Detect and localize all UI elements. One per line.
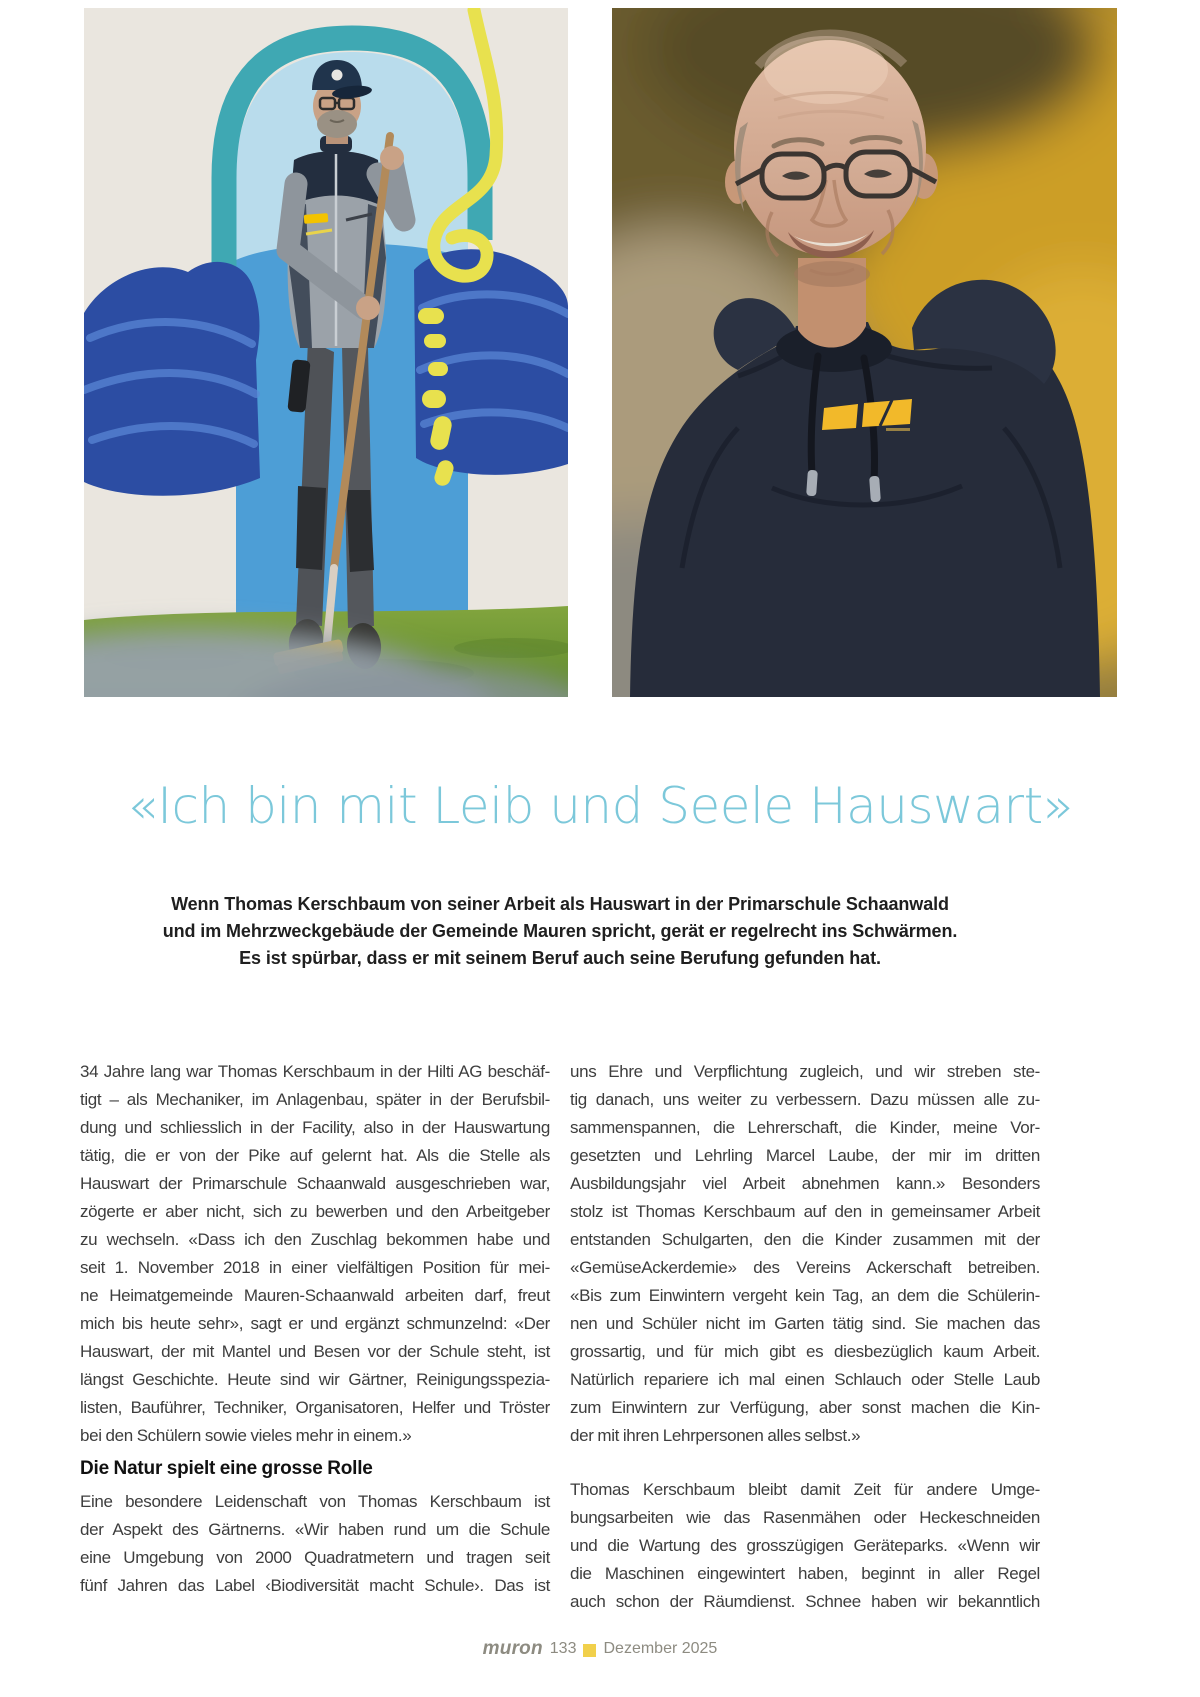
body-line: Natürlich repariere ich mal einen Schlauch oder Stelle Laub (570, 1370, 1040, 1389)
article-body (80, 1058, 1040, 1616)
subheading: Die Natur spielt eine grosse Rolle (80, 1458, 373, 1479)
paragraph (570, 1476, 1040, 1616)
intro-line: und im Mehrzweckgebäude der Gemeinde Mauren spricht, gerät er regelrecht ins Schwärmen. (162, 921, 958, 941)
body-line: auch schon der Räumdienst. Schnee haben wir bekanntlich (570, 1592, 1040, 1611)
magazine-name: muron (482, 1638, 543, 1659)
body-line: sammenspannen, die Lehrerschaft, die Kinder, meine Vor- (570, 1118, 1040, 1137)
body-line: längst Geschichte. Heute sind wir Gärtner, Reinigungsspezia- (80, 1370, 550, 1389)
body-line: die Maschinen eingewintert haben, beginnt in aller Regel (570, 1564, 1040, 1583)
body-line: listen, Bauführer, Techniker, Organisatoren, Helfer und Tröster (80, 1398, 550, 1417)
photo-portrait (612, 8, 1117, 697)
body-line: stolz ist Thomas Kerschbaum auf den in gemeinsamer Arbeit (570, 1202, 1040, 1221)
paragraph (570, 1058, 1040, 1450)
body-line: «GemüseAckerdemie» des Vereins Ackerschaft betreiben. (570, 1258, 1040, 1277)
body-line: tätig, die er von der Pike auf gelernt hat. Als die Stelle als (80, 1146, 550, 1165)
mural-photo-illustration (84, 8, 568, 697)
body-line: bungsarbeiten wie das Rasenmähen oder Heckeschneiden (570, 1508, 1040, 1527)
body-line: bei den Schülern sowie vieles mehr in einem.» (80, 1426, 412, 1445)
body-line: Hauswart der Primarschule Schaanwald ausgeschrieben war, (80, 1174, 550, 1193)
body-line: zu wechseln. «Dass ich den Zuschlag bekommen habe und (80, 1230, 550, 1249)
body-line: ne Heimatgemeinde Mauren-Schaanwald arbeiten darf, freut (80, 1286, 550, 1305)
body-line: Hauswart, der mit Mantel und Besen vor der Schule steht, ist (80, 1342, 550, 1361)
photo-groundskeeper-mural (84, 8, 568, 697)
issue-date: Dezember 2025 (603, 1640, 718, 1657)
body-line: fünf Jahren das Label ‹Biodiversität macht Schule›. Das ist (80, 1576, 550, 1595)
body-line: «Bis zum Einwintern vergeht kein Tag, an dem die Schülerin- (570, 1286, 1040, 1305)
body-line: dung und schliesslich in der Facility, also in der Hauswartung (80, 1118, 550, 1137)
issue-number: 133 (549, 1640, 577, 1657)
portrait-photo-illustration (612, 8, 1117, 697)
body-line: der mit ihren Lehrpersonen alles selbst.» (570, 1426, 861, 1445)
body-line: tig danach, uns weiter zu verbessern. Dazu müssen alle zu- (570, 1090, 1040, 1109)
column-right (570, 1058, 1040, 1616)
body-line: grossartig, und für mich gibt es diesbezüglich kaum Arbeit. (570, 1342, 1040, 1361)
paragraph (80, 1058, 550, 1450)
body-line: zum Einwintern zur Verfügung, aber sonst machen die Kin- (570, 1398, 1040, 1417)
body-line: Eine besondere Leidenschaft von Thomas Kerschbaum ist (80, 1492, 550, 1511)
article-intro (80, 891, 1040, 972)
intro-line: Wenn Thomas Kerschbaum von seiner Arbeit als Hauswart in der Primarschule Schaanwald (171, 894, 949, 914)
page-footer (0, 1638, 1200, 1660)
body-line: tigt – als Mechaniker, im Anlagenbau, später in der Berufsbil- (80, 1090, 550, 1109)
body-line: eine Umgebung von 2000 Quadratmetern und tragen seit (80, 1548, 550, 1567)
article-headline: «Ich bin mit Leib und Seele Hauswart» (127, 777, 1073, 835)
body-line: Thomas Kerschbaum bleibt damit Zeit für andere Umge- (570, 1480, 1040, 1499)
column-left (80, 1058, 550, 1616)
body-line: gesetzten und Lehrling Marcel Laube, der mir im dritten (570, 1146, 1040, 1165)
body-line: 34 Jahre lang war Thomas Kerschbaum in der Hilti AG beschäf- (80, 1062, 550, 1081)
body-line: mich bis heute sehr», sagt er und ergänzt schmunzelnd: «Der (80, 1314, 550, 1333)
body-line: Ausbildungsjahr viel Arbeit abnehmen kann.» Besonders (570, 1174, 1040, 1193)
intro-line: Es ist spürbar, dass er mit seinem Beruf auch seine Berufung gefunden hat. (239, 948, 881, 968)
body-line: der Aspekt des Gärtnerns. «Wir haben rund um die Schule (80, 1520, 550, 1539)
body-line: uns Ehre und Verpflichtung zugleich, und wir streben ste- (570, 1062, 1040, 1081)
body-line: zögerte er aber nicht, sich zu bewerben und den Arbeitgeber (80, 1202, 550, 1221)
footer-square-icon (583, 1644, 596, 1657)
paragraph (80, 1488, 550, 1600)
body-line: seit 1. November 2018 in einer vielfältigen Position für mei- (80, 1258, 550, 1277)
body-line: nen und Schüler nicht im Garten tätig sind. Sie machen das (570, 1314, 1040, 1333)
body-line: und die Wartung des grosszügigen Geräteparks. «Wenn wir (570, 1536, 1040, 1555)
body-line: entstanden Schulgarten, den die Kinder zusammen mit der (570, 1230, 1040, 1249)
